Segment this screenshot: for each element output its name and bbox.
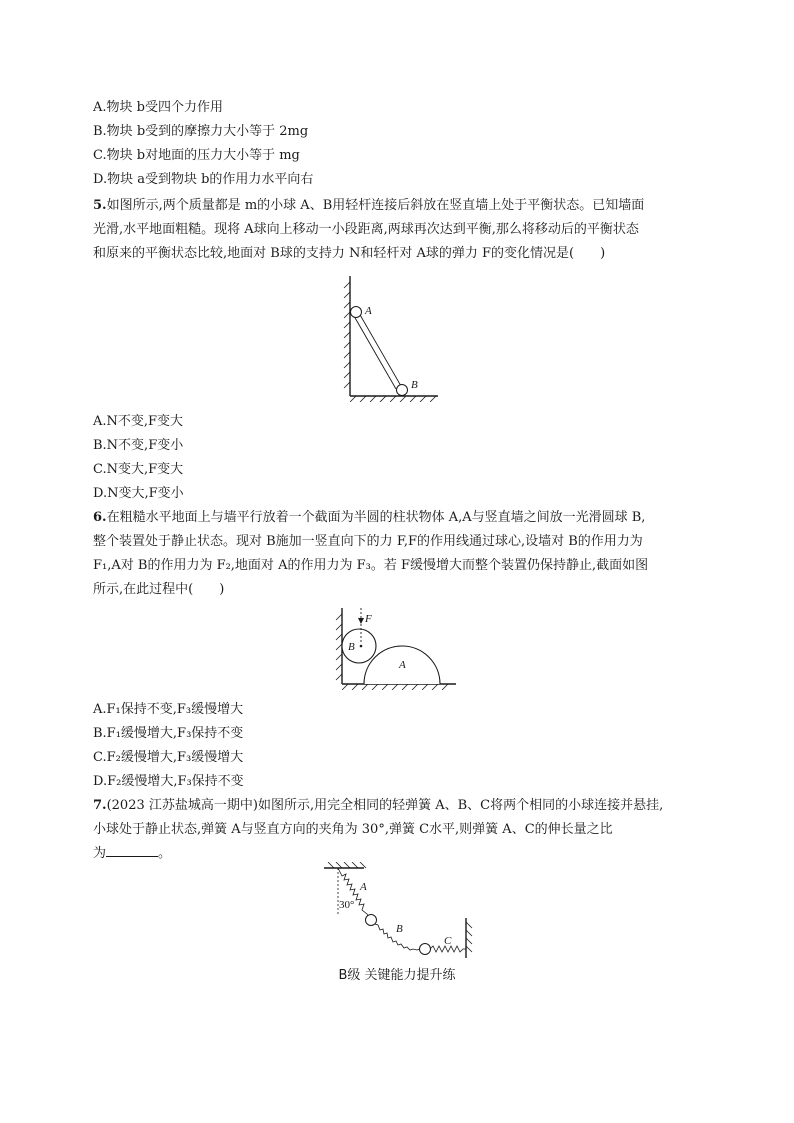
q7-stem-line-1 <box>93 796 663 816</box>
q6-stem-line-1 <box>93 508 645 528</box>
q5-option-b: B.N不变,F变小 <box>93 438 184 453</box>
q4-option-a: A.物块 b受四个力作用 <box>93 100 223 115</box>
q6-text-1: 在粗糙水平地面上与墙平行放着一个截面为半圆的柱状物体 A,A与竖直墙之间放一光滑圆球 B, <box>106 510 646 525</box>
answer-blank[interactable] <box>106 844 158 857</box>
q6-stem-line-3: F₁,A对 B的作用力为 F₂,地面对 A的作用力为 F₃。若 F缓慢增大而整个装置仍保持静止,截面如图 <box>93 558 649 573</box>
q6-option-b: B.F₁缓慢增大,F₃保持不变 <box>93 726 244 741</box>
q5-stem-line-1 <box>93 196 644 216</box>
q4-option-b: B.物块 b受到的摩擦力大小等于 2mg <box>93 124 309 139</box>
q7-figure <box>320 862 474 960</box>
q7-stem-line-3 <box>93 844 171 864</box>
q6-option-a: A.F₁保持不变,F₃缓慢增大 <box>93 702 244 717</box>
label-a: A <box>399 659 406 671</box>
label-angle: 30° <box>339 899 355 911</box>
q5-option-c: C.N变大,F变大 <box>93 462 184 477</box>
q5-text-1: 如图所示,两个质量都是 m的小球 A、B用轻杆连接后斜放在竖直墙上处于平衡状态。已知墙面 <box>106 198 645 213</box>
q6-figure <box>334 604 460 690</box>
q4-option-d: D.物块 a受到物块 b的作用力水平向右 <box>93 172 314 187</box>
q7-text-1: (2023 江苏盐城高一期中)如图所示,用完全相同的轻弹簧 A、B、C将两个相同的小球连接并悬挂, <box>106 798 664 813</box>
q7-stem-line-2: 小球处于静止状态,弹簧 A与竖直方向的夹角为 30°,弹簧 C水平,则弹簧 A、C的伸长量之比 <box>93 822 613 837</box>
q5-stem-line-2: 光滑,水平地面粗糙。现将 A球向上移动一小段距离,两球再次达到平衡,那么将移动后的平衡状态 <box>93 222 639 237</box>
q6-option-c: C.F₂缓慢增大,F₃缓慢增大 <box>93 750 244 765</box>
label-b: B <box>396 923 403 935</box>
ball-b <box>397 385 408 396</box>
q7-prefix: 为 <box>93 846 107 861</box>
q6-stem-line-2: 整个装置处于静止状态。现对 B施加一竖直向下的力 F,F的作用线通过球心,设墙对 B的作用力为 <box>93 534 643 549</box>
label-a: A <box>365 305 372 317</box>
q5-figure <box>340 272 440 402</box>
q5-option-a: A.N不变,F变大 <box>93 414 184 429</box>
label-b: B <box>411 379 418 391</box>
label-f: F <box>365 613 372 625</box>
ball-1 <box>366 915 377 926</box>
q5-number: 5. <box>93 198 107 213</box>
q5-stem-line-3: 和原来的平衡状态比较,地面对 B球的支持力 N和轻杆对 A球的弹力 F的变化情况是( ) <box>93 246 606 261</box>
ball-a <box>351 307 362 318</box>
q7-number: 7. <box>93 798 107 813</box>
label-b: B <box>348 641 355 653</box>
label-c: C <box>444 935 452 947</box>
q5-option-d: D.N变大,F变小 <box>93 486 184 501</box>
section-title: B级 关键能力提升练 <box>338 968 456 983</box>
q6-option-d: D.F₂缓慢增大,F₃保持不变 <box>93 774 244 789</box>
q4-option-c: C.物块 b对地面的压力大小等于 mg <box>93 148 300 163</box>
q6-number: 6. <box>93 510 107 525</box>
ball-2 <box>420 944 431 955</box>
q7-suffix: 。 <box>158 846 172 861</box>
q6-stem-line-4: 所示,在此过程中( ) <box>93 582 225 597</box>
label-a: A <box>360 881 367 893</box>
